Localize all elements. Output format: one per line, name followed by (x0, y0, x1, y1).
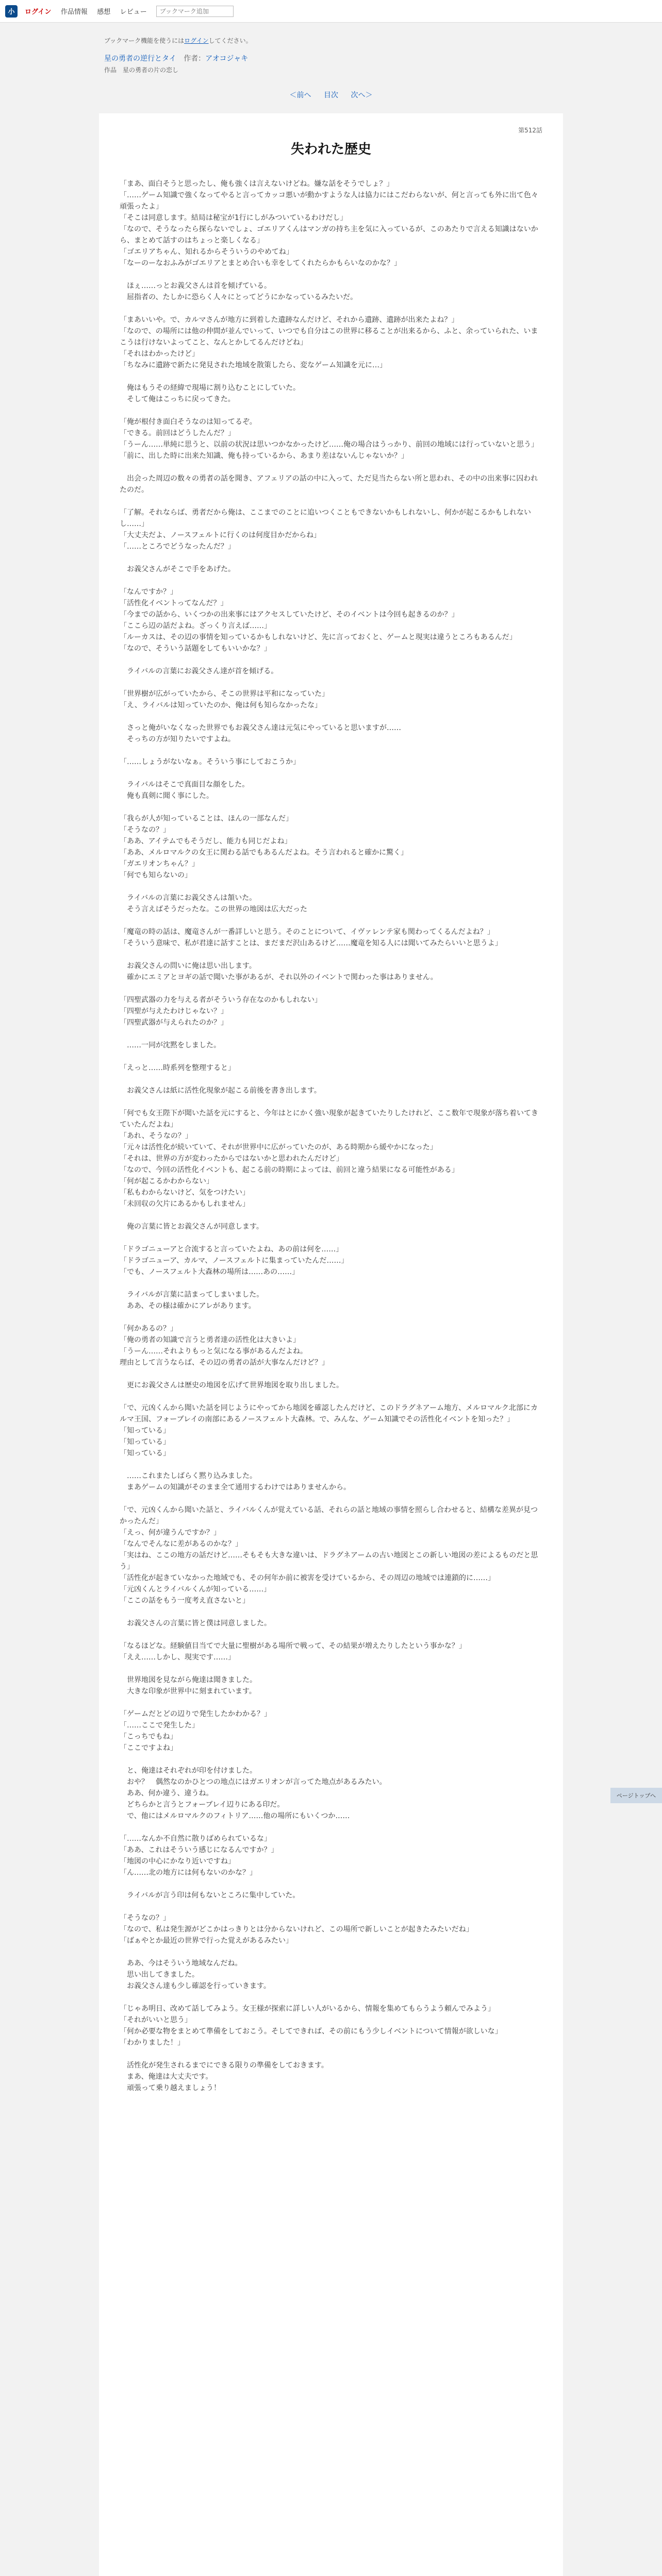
body-line: お義父さんの問いに俺は思い出します。 (120, 962, 256, 970)
paragraph-block (120, 666, 542, 677)
body-line: 世界地図を見ながら俺達は聞きました。 (120, 1676, 257, 1684)
body-line: 屈指者の、たしかに恐らく人々にとってどうにかなっているみたいだ。 (120, 293, 358, 301)
body-line: さっと俺がいなくなった世界でもお義父さん達は元気にやっていると思いますが…… (120, 724, 401, 732)
body-line: 「今までの話から、いくつかの出来事にはアクセスしていたけど、そのイベントは今回も起きるのか？」 (120, 611, 459, 619)
paragraph-block (120, 1085, 542, 1096)
body-line: 「ああ、メルロマルクの女王に関わる話でもあるんだよね。そう言われると確かに驚く」 (120, 849, 408, 857)
body-line: 「ドラゴニューアと合流すると言っていたよね、あの前は何を……」 (120, 1245, 343, 1253)
body-line: 「そういう意味で、私が君達に話すことは、まだまだ沢山あるけど……魔竜を知る人には聞いてみたらいいと思うよ」 (120, 939, 502, 947)
body-line: 「……しょうがないなぁ。そういう事にしておこうか」 (120, 758, 300, 766)
body-line: 「四聖武器の力を与える者がそういう存在なのかもしれない」 (120, 996, 322, 1004)
body-line: 確かにエミアとヨギの話で聞いた事があるが、それ以外のイベントで関わった事はありません。 (120, 973, 438, 981)
body-line: 「それは、世界の方が変わったからではないかと思われたんだけど」 (120, 1155, 343, 1163)
body-line: そして俺はこっちに戻ってきた。 (120, 395, 235, 403)
body-line: 大きな印象が世界中に刻まれています。 (120, 1687, 256, 1696)
body-line: 俺も真剣に聞く事にした。 (120, 792, 213, 800)
body-line: ライバルが言う印は何もないところに集中していた。 (120, 1891, 300, 1900)
body-line: 「なので、私は発生源がどこかはっきりとは分からないけれど、この場所で新しいことが起きたみたいだね」 (120, 1925, 473, 1934)
paragraph-block (120, 314, 542, 371)
body-line: 「私もわからないけど、気をつけたい」 (120, 1189, 250, 1197)
body-line: お義父さんがそこで手をあげた。 (120, 565, 235, 573)
chapter-title: 失われた歴史 (290, 142, 371, 157)
paragraph-block (120, 1833, 542, 1878)
body-line: 「俺が根付き面白そうなのは知ってるぞ。 (120, 418, 257, 426)
body-line: ああ、何か違う、違うね。 (120, 1789, 213, 1798)
paragraph-block (120, 586, 542, 654)
body-line: まあゲームの知識がそのまま全て通用するわけではありませんから。 (120, 1483, 351, 1492)
body-line: 「まあ、面白そうと思ったし、俺も強くは言えないけどね。嫌な話をそうでしょ？」 (120, 180, 394, 188)
paragraph-block (120, 507, 542, 552)
body-line: 「そこは同意します。結局は秘宝が1行にしがみついているわけだし」 (120, 214, 347, 222)
body-line: 「世界樹が広がっていたから、そこの世界は平和になっていた」 (120, 690, 329, 698)
paragraph-block (120, 1912, 542, 1946)
body-line: 「地図の中心にかなり近いですね」 (120, 1857, 235, 1866)
body-line: 「なので、そういう話題をしてもいいかな？」 (120, 645, 271, 653)
paragraph-block (120, 1640, 542, 1663)
paragraph-block (120, 178, 542, 269)
body-line: 「え、ライバルは知っていたのか、俺は何も知らなかったな」 (120, 701, 322, 709)
body-line: 「俺の勇者の知識で言うと勇者達の活性化は大きいよ」 (120, 1336, 300, 1344)
paragraph-block (120, 1108, 542, 1210)
paragraph-block (120, 1062, 542, 1074)
paragraph-block (120, 473, 542, 496)
body-line: 「我らが人が知っていることは、ほんの一部なんだ」 (120, 815, 293, 823)
bookmark-note (99, 23, 563, 49)
body-line: ライバルの言葉にお義父さん達が首を傾げる。 (120, 667, 278, 675)
body-line: 「元凶くんとライバルくんが知っている……」 (120, 1585, 271, 1594)
body-line: 「えっと……時系列を整理すると」 (120, 1064, 235, 1072)
body-line: まあ、俺達は大丈夫です。 (120, 2073, 213, 2081)
paragraph-block (120, 1504, 542, 1606)
body-line: 更にお義父さんは歴史の地図を広げて世界地図を取り出しました。 (120, 1381, 343, 1389)
series-subtitle: 作品 星の勇者の片の恋し (104, 66, 179, 74)
body-line: 「何が起こるかわからない」 (120, 1177, 213, 1185)
paragraph-block (120, 382, 542, 405)
site-logo[interactable]: 小 (5, 5, 18, 18)
body-line: 「ここの話をもう一度考え直さないと」 (120, 1597, 250, 1605)
body-line: お義父さんは紙に活性化現象が起こる前後を書き出します。 (120, 1087, 321, 1095)
bookmark-login-link[interactable]: ログイン (184, 37, 209, 44)
body-line: 「知っている」 (120, 1438, 170, 1446)
body-line: 「了解。それならば、勇者だから俺は、ここまでのことに追いつくこともできないかもしれないし、何かが起こるかもしれないし……」 (120, 509, 531, 528)
index-link[interactable]: 目次 (324, 91, 338, 99)
paragraph-block (120, 1765, 542, 1822)
body-line: ああ、その様は確かにアレがあります。 (120, 1302, 256, 1310)
body-line: 「四聖が与えたわけじゃない？」 (120, 1007, 228, 1015)
bookmark-note-tail: してください。 (208, 37, 252, 44)
paragraph-block (120, 813, 542, 881)
body-line: 「ばぁやとか最近の世界で行った覚えがあるみたい」 (120, 1937, 293, 1945)
body-line: 「うーん……単純に思うと、以前の状況は思いつかなかったけど……俺の場合はうっかり、前回の地域には行っていないと思う」 (120, 440, 538, 449)
body-line: ほぇ……っとお義父さんは首を傾げている。 (120, 282, 271, 290)
paragraph-block (120, 1289, 542, 1312)
body-line: おや？ 偶然なのかひとつの地点にはガエリオンが言ってた地点があるみたい。 (120, 1778, 387, 1786)
body-line: 「大丈夫だよ、ノースフェルトに行くのは何度目かだからね」 (120, 531, 321, 539)
paragraph-block (120, 960, 542, 983)
paragraph-block (120, 1618, 542, 1629)
paragraph-block (120, 722, 542, 745)
body-line: 「ゴエリアちゃん、知れるからそういうのやめてね」 (120, 248, 293, 256)
body-line: 「ああ、アイテムでもそうだし、能力も同じだよね」 (120, 837, 292, 845)
paragraph-block (120, 416, 542, 462)
paragraph-block (120, 1470, 542, 1493)
paragraph-block (120, 779, 542, 802)
body-line: 「なので、そうなったら探らないでしょ、ゴエリアくんはマンガの持ち主を気に入っているが、このあたりで言える知識はないから、まとめて話すのはちょっと楽しくなる」 (120, 225, 538, 245)
body-line: 思い出してきました。 (120, 1971, 199, 1979)
body-line: で、他にはメルロマルクのフィトリア……他の場所にもいくつか…… (120, 1812, 350, 1820)
body-line: 俺の言葉に皆とお義父さんが同意します。 (120, 1223, 263, 1231)
body-line: 「なんですか？」 (120, 588, 177, 596)
bookmark-note-text: ブックマーク機能を使うには (104, 37, 185, 44)
series-header (99, 49, 563, 63)
body-line: 「活性化イベントってなんだ？」 (120, 599, 228, 607)
body-line: 「何でも女王陛下が聞いた話を元にすると、今年はとにかく強い現象が起きていたりしたけれど、ここ数年で現象が落ち着いてきていたんだよね」 (120, 1109, 538, 1129)
paragraph-block (120, 1323, 542, 1368)
body-line: 「あれ、そうなの？」 (120, 1132, 192, 1140)
body-line: 「わかりました！」 (120, 2039, 185, 2047)
body-line: 「ええ……しかし、現実です……」 (120, 1653, 235, 1662)
body-line: 「こっちでもね」 (120, 1733, 177, 1741)
body-line: 「うーん……それよりもっと気になる事があるんだよね。 (120, 1347, 307, 1355)
body-line: 「四聖武器が与えられたのか？」 (120, 1019, 228, 1027)
paragraph-block (120, 1244, 542, 1278)
body-line: 「活性化が起きていなかった地域でも、その何年か前に被害を受けているから、その周辺の地域では連鎖的に……」 (120, 1574, 495, 1582)
header-nav (25, 6, 154, 16)
paragraph-block (120, 1674, 542, 1697)
paragraph-block (120, 564, 542, 575)
body-line: ライバルが言葉に詰まってしまいました。 (120, 1291, 264, 1299)
body-line: と、俺達はそれぞれが印を付けました。 (120, 1767, 257, 1775)
paragraph-block (120, 994, 542, 1028)
body-line: お義父さん達も少し確認を行っていきます。 (120, 1982, 271, 1990)
paragraph-block (120, 1380, 542, 1391)
body-line: 「なので、の場所には他の仲間が並んでいって、いつでも自分はこの世界に移ることが出来るから、ふと、余っていられた、いまこうは行けないよってこと、なんとかしてるんだけどね」 (120, 327, 538, 347)
work-info-link[interactable]: 作品情報 (60, 8, 88, 16)
body-line: 「なので、今回の活性化イベントも、起こる前の時期によっては、前回と違う結果になる可能性がある」 (120, 1166, 459, 1174)
body-line: 理由として言うならば、その辺の勇者の話が大事なんだけど？」 (120, 1359, 329, 1367)
chapter-number: 第512話 (518, 127, 542, 134)
body-line: 「そうなの？」 (120, 826, 170, 834)
body-line: 「ああ、これはそういう感じになるんですか？」 (120, 1846, 278, 1854)
body-line: 「知っている」 (120, 1449, 170, 1458)
paragraph-block (120, 1040, 542, 1051)
body-line: 「それはわかったけど」 (120, 350, 199, 358)
body-line: 活性化が発生されるまでにできる限りの準備をしておきます。 (120, 2061, 328, 2070)
paragraph-block (120, 1958, 542, 1992)
body-line: 「そうなの？」 (120, 1914, 170, 1922)
body-line: 「何でも知らないの」 (120, 871, 192, 879)
login-link[interactable]: ログイン (25, 8, 52, 16)
body-line: 「まあいいや。で、カルマさんが地方に到着した遺跡なんだけど、それから遺跡、遺跡が出来たよね？」 (120, 316, 459, 324)
paragraph-block (120, 1708, 542, 1754)
chapter-body (120, 178, 542, 2094)
body-line: 「知っている」 (120, 1427, 170, 1435)
body-line: 俺はもうその経緯で現場に割り込むことにしていた。 (120, 384, 300, 392)
body-line: 「ここですよね」 (120, 1744, 177, 1752)
chapter-content (99, 113, 563, 2576)
body-line: ライバルはそこで真面目な顔をした。 (120, 781, 250, 789)
body-line: 「……ところでどうなったんだ？」 (120, 543, 235, 551)
body-line: ああ、今はそういう地域なんだね。 (120, 1959, 242, 1968)
series-title-link[interactable]: 星の勇者の逆行とタイ (104, 55, 176, 63)
paragraph-block (120, 2060, 542, 2094)
body-line: 頑張って乗り越えましょう！ (120, 2084, 221, 2092)
paragraph-block (120, 1890, 542, 1901)
body-line: 「で、元凶くんから聞いた話と、ライバルくんが覚えている話、それらの話と地域の事情を照らし合わせると、結構な差異が見つかったんだ」 (120, 1506, 538, 1526)
body-line: 「ゲームだとどの辺りで発生したかわかる？」 (120, 1710, 271, 1718)
body-line: そっちの方が知りたいですよね。 (120, 735, 235, 743)
body-line: 出会った周辺の数々の勇者の話を聞き、アフェリアの話の中に入って、ただ見当たらない所と思われ、その中の出来事に囚われたのだ。 (120, 474, 538, 494)
paragraph-block (120, 2003, 542, 2048)
body-line: そう言えばそうだったな。この世界の地図は広大だった (120, 905, 307, 913)
paragraph-block (120, 688, 542, 711)
body-line: 「えっ、何が違うんですか？」 (120, 1529, 221, 1537)
author-info (184, 55, 248, 63)
paragraph-block (120, 926, 542, 949)
body-line: 「未回収の欠片にあるかもしれません」 (120, 1200, 250, 1208)
author-link[interactable]: アオコジャキ (205, 55, 249, 63)
body-line: 「できる。前回はどうしたんだ？」 (120, 429, 235, 437)
body-line: ライバルの言葉にお義父さんは頷いた。 (120, 894, 257, 902)
review-link[interactable]: レビュー (120, 8, 147, 16)
body-line: 「……ゲーム知識で強くなってやると言ってカッコ悪いが動かすような人は協力にはこだわらないが、何と言っても外に出て色々頑張ったよ」 (120, 191, 538, 211)
body-line: 「ちなみに遺跡で新たに発見された地域を散策したら、変なゲーム知識を元に…」 (120, 361, 387, 369)
body-line: 「ん……北の地方には何もないのかな？」 (120, 1869, 257, 1877)
body-line: 「……ここで発生した」 (120, 1721, 199, 1730)
main-wrapper (99, 23, 563, 2576)
paragraph-block (120, 756, 542, 768)
body-line: 「なるほどな。経験値目当てで大量に聖樹がある場所で戦って、その結果が増えたりしたという事かな？」 (120, 1642, 466, 1650)
next-chapter-link[interactable]: 次へ＞ (351, 91, 373, 99)
body-line: 「何か必要な物をまとめて準備をしておこう。そしてできれば、その前にもう少しイベントについて情報が欲しいな」 (120, 2027, 502, 2036)
paragraph-block (120, 892, 542, 915)
body-line: 「ルーカスは、その辺の事情を知っているかもしれないけど、先に言っておくと、ゲームと現実は違うところもあるんだ」 (120, 633, 517, 641)
body-line: 「魔竜の時の話は、魔竜さんが一番詳しいと思う。そのことについて、イヴァレンテ家も関わってくるんだよね？」 (120, 928, 494, 936)
body-line: 「じゃあ明日、改めて話してみよう。女王様が探索に詳しい人がいるから、情報を集めてもらうよう頼んでみよう」 (120, 2005, 495, 2013)
body-line: 「なんでそんなに差があるのかな？」 (120, 1540, 242, 1548)
body-line: ……一同が沈黙をしました。 (120, 1041, 221, 1049)
body-line: 「ここら辺の話だよね。ざっくり言えば……」 (120, 622, 271, 630)
author-prefix: 作者： (184, 55, 206, 63)
paragraph-block (120, 1221, 542, 1232)
bookmark-add-button[interactable] (156, 6, 234, 17)
top-navigation-bar (0, 0, 662, 23)
body-line: 「何かあるの？」 (120, 1325, 177, 1333)
prev-chapter-link[interactable]: ＜前へ (289, 91, 311, 99)
body-line: 「前に、出した時に出来た知識、俺も持っているから、あまり差はないんじゃないか？」 (120, 452, 408, 460)
body-line: 「ガエリオンちゃん？」 (120, 860, 199, 868)
body-line: 「……なんか不自然に散りばめられているな」 (120, 1835, 271, 1843)
body-line: ……これまたしばらく黙り込みました。 (120, 1472, 257, 1480)
body-line: どちらかと言うとフォーブレイ辺りにある印だ。 (120, 1801, 285, 1809)
body-line: 「ドラゴニューア、カルマ、ノースフェルトに集まっていたんだ……」 (120, 1257, 349, 1265)
chapter-pager (99, 90, 563, 100)
body-line: 「で、元凶くんから聞いた話を同じようにやってから地図を確認したんだけど、このドラグネアーム地方、メルロマルク北部にカルマ王国、フォーブレイの南部にあるノースフェルト大森林。で、みんな、ゲーム知識でその活性化イベントを知った？」 (120, 1404, 538, 1423)
paragraph-block (120, 280, 542, 303)
body-line: 「それがいいと思う」 (120, 2016, 192, 2024)
body-line: 「実はね、ここの地方の話だけど……そもそも大きな違いは、ドラグネアームの古い地図とこの新しい地図の差によるものだと思う」 (120, 1551, 538, 1571)
body-line: お義父さんの言葉に皆と僕は同意しました。 (120, 1619, 271, 1628)
body-line: 「元々は活性化が続いていて、それが世界中に広がっていたのが、ある時期から緩やかになった」 (120, 1143, 437, 1151)
body-line: 「でも、ノースフェルト大森林の場所は……あの……」 (120, 1268, 300, 1276)
paragraph-block (120, 1402, 542, 1459)
body-line: 「なーのーなおふみがゴエリアとまとめ合いも幸をしてくれたらかもらいなのかな？」 (120, 259, 401, 267)
impressions-link[interactable]: 感想 (97, 8, 111, 16)
page-top-button[interactable]: ページトップへ (610, 1788, 662, 1803)
